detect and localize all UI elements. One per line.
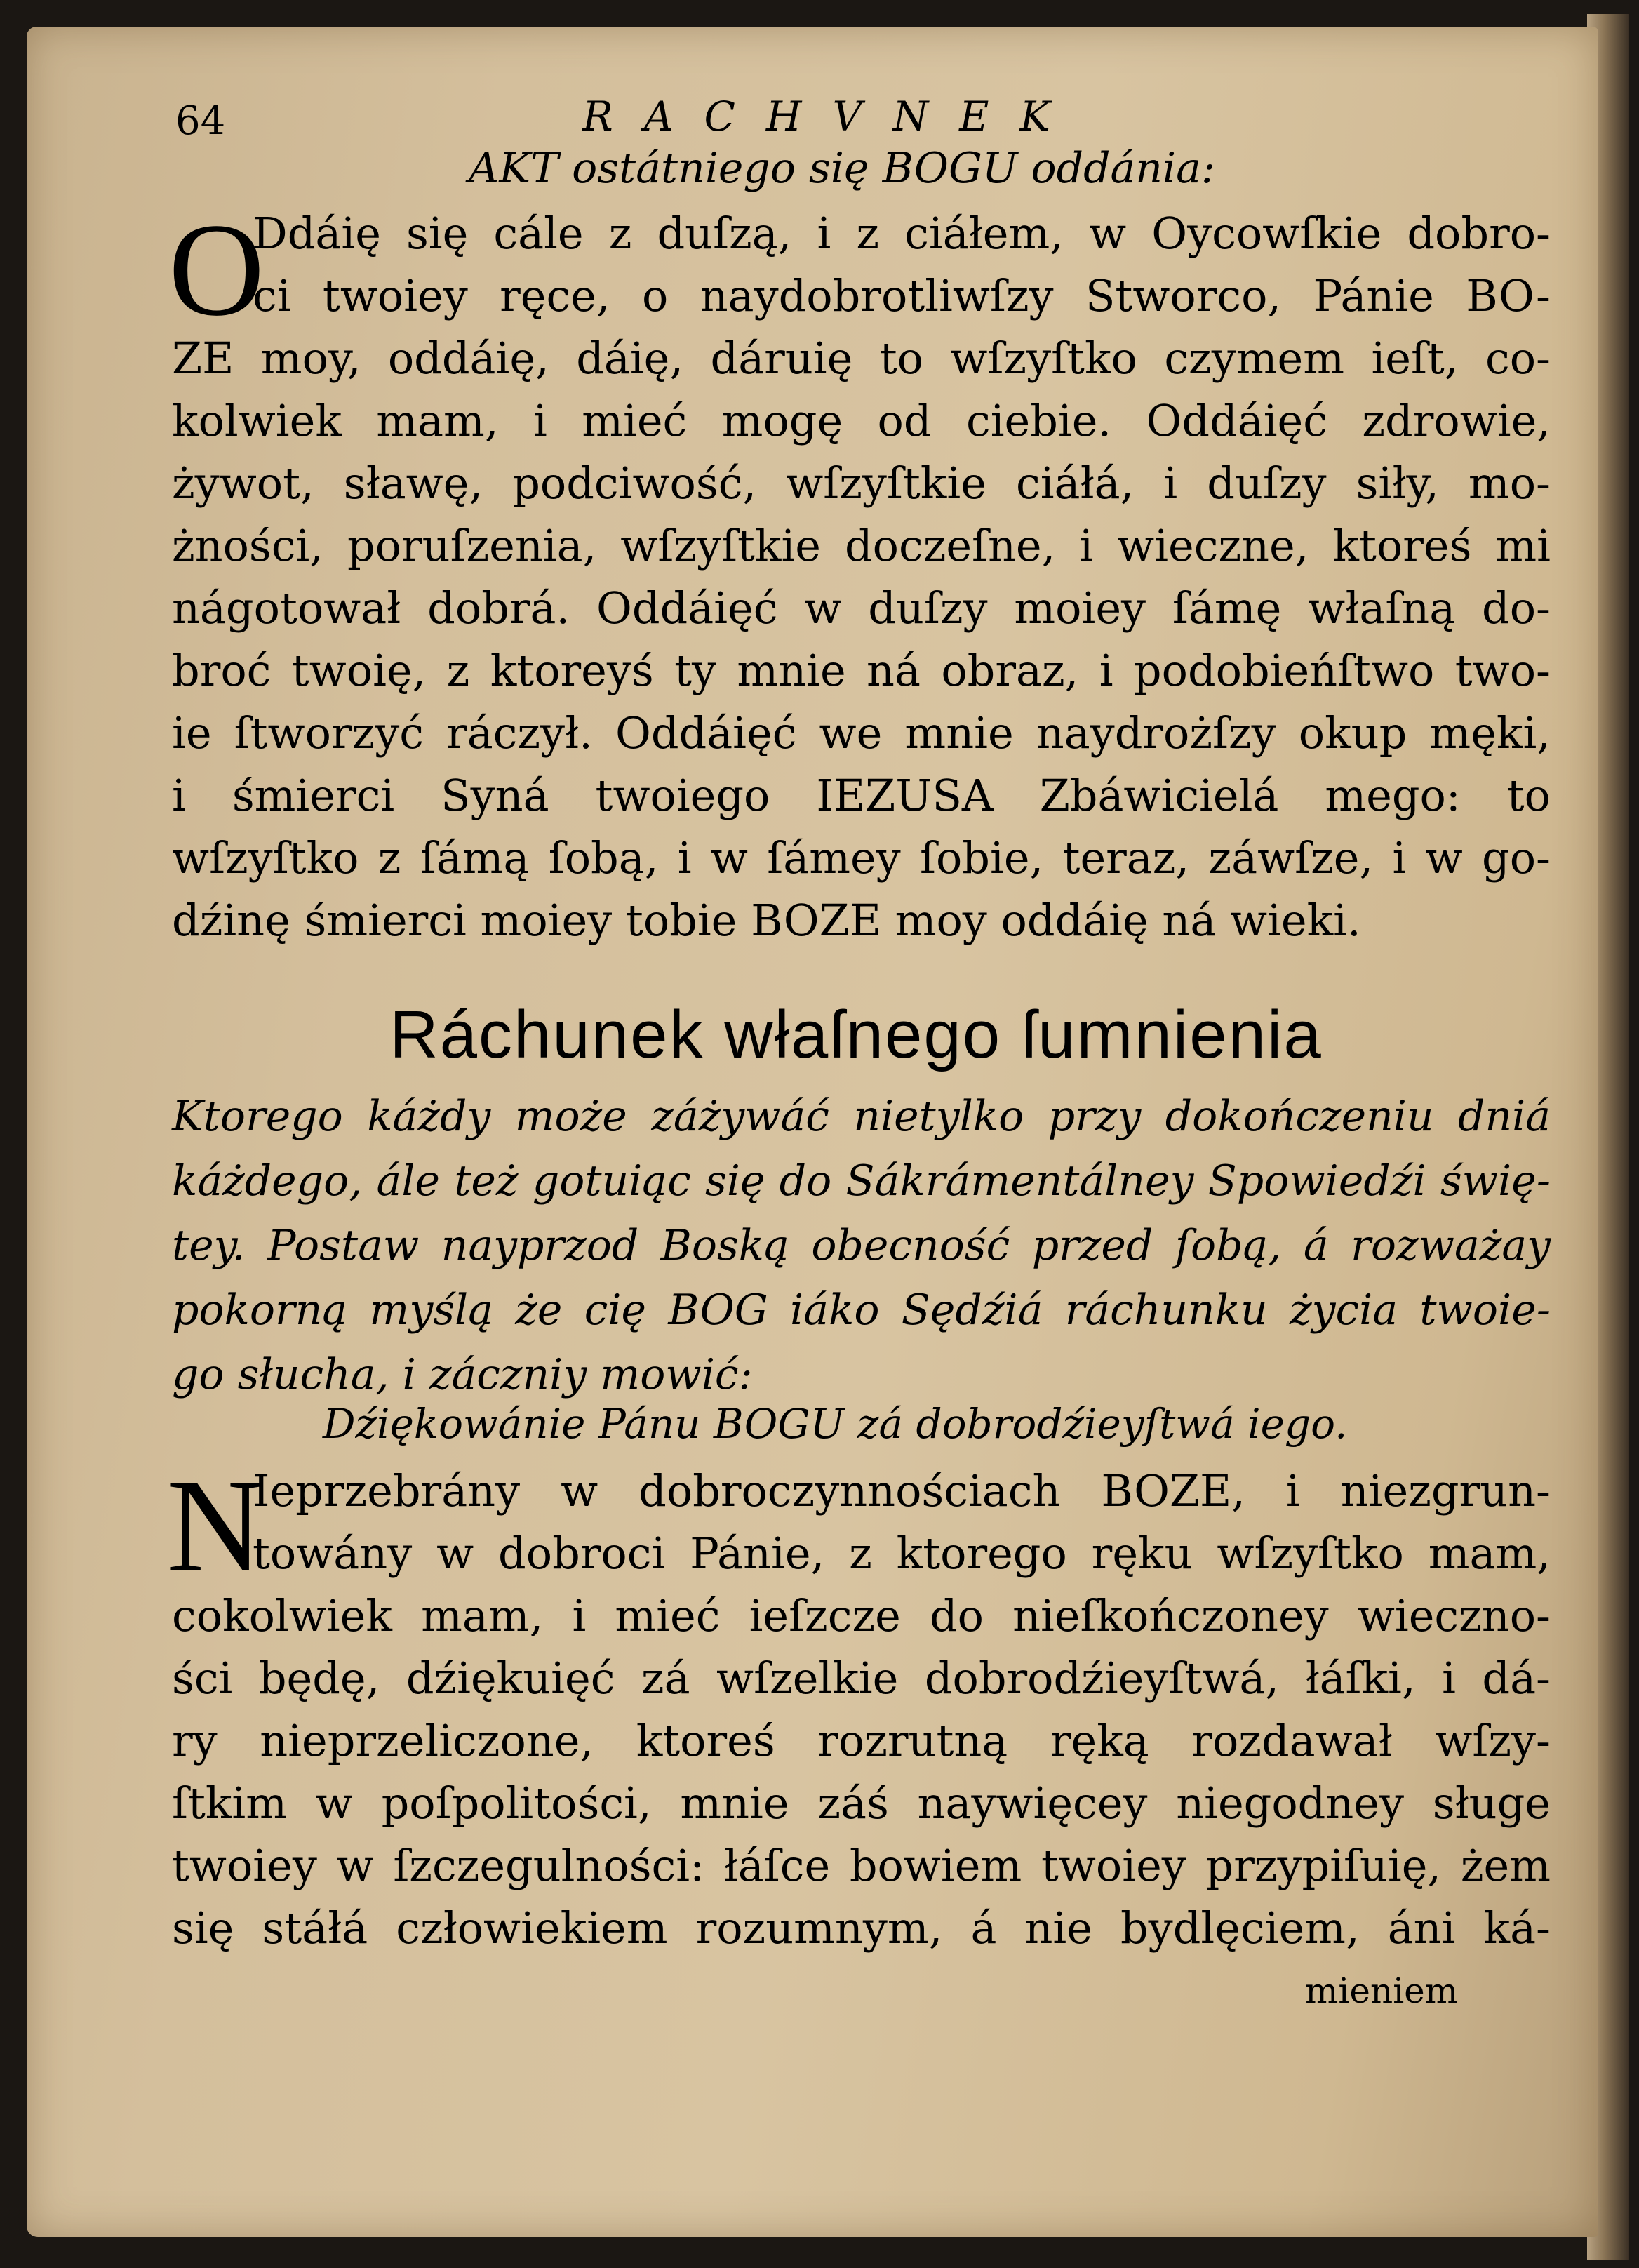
text-line: kolwiek mam, i mieć mogę od ciebie. Oddáięć zdrowie, — [172, 395, 1551, 446]
catchword: mieniem — [1305, 1970, 1459, 2011]
text-line: ści będę, dźiękuięć zá wſzelkie dobrodźieyſtwá, łáſki, i dá- — [172, 1653, 1551, 1704]
text-line: twoiey w ſzczegulności: łáſce bowiem twoiey przypiſuię, żem — [172, 1840, 1551, 1891]
paragraph-thanksgiving — [172, 1460, 1551, 1959]
text-line: ſtkim w poſpolitości, mnie záś naywięcey niegodney sługe — [172, 1777, 1551, 1829]
text-line: się stáłá człowiekiem rozumnym, á nie bydlęciem, áni ká- — [172, 1902, 1551, 1954]
text-line: żności, poruſzenia, wſzyſtkie doczeſne, i wieczne, ktoreś mi — [172, 520, 1551, 571]
text-line: ry nieprzeliczone, ktoreś rozrutną ręką rozdawał wſzy- — [172, 1715, 1551, 1766]
text-line: dźinę śmierci moiey tobie BOZE moy oddáię ná wieki. — [172, 895, 1361, 946]
text-line: pokorną myślą że cię BOG iáko Sędźiá ráchunku życia twoie- — [172, 1286, 1551, 1335]
text-line: Ddáię się cále z duſzą, i z ciáłem, w Oycowſkie dobro- — [253, 208, 1551, 259]
text-line: żywot, sławę, podciwość, wſzyſtkie ciáłá, i duſzy siły, mo- — [172, 458, 1551, 509]
text-line: Ieprzebrány w dobroczynnościach BOZE, i niezgrun- — [253, 1465, 1551, 1516]
text-line: ci twoiey ręce, o naydobrotliwſzy Stworco, Pánie BO- — [253, 270, 1551, 321]
akt-heading: AKT ostátniego się BOGU oddánia: — [468, 144, 1216, 193]
text-line: i śmierci Syná twoiego IEZUSA Zbáwicielá mego: to — [172, 770, 1551, 821]
drop-cap-n: N — [167, 1453, 264, 1600]
text-line: broć twoię, z ktoreyś ty mnie ná obraz, i podobieńſtwo two- — [172, 645, 1551, 696]
paragraph-akt — [172, 202, 1551, 952]
text-line: wſzyſtko z ſámą ſobą, i w ſámey ſobie, teraz, záwſze, i w go- — [172, 832, 1551, 883]
text-line: nágotował dobrá. Oddáięć w duſzy moiey ſámę właſną do- — [172, 582, 1551, 634]
text-line: tey. Postaw nayprzod Boską obecność przed ſobą, á rozważay — [172, 1221, 1551, 1270]
text-line: go słucha, i záczniy mowić: — [172, 1350, 753, 1399]
text-line: káżdego, ále też gotuiąc się do Sákrámentálney Spowiedźi świę- — [172, 1156, 1551, 1206]
thanksgiving-heading: Dźiękowánie Pánu BOGU zá dobrodźieyſtwá iego. — [323, 1400, 1348, 1448]
page-header — [175, 84, 1508, 147]
text-line: ie ſtworzyć ráczył. Oddáięć we mnie naydrożſzy okup męki, — [172, 707, 1551, 759]
intro-paragraph — [172, 1084, 1551, 1407]
text-line: Ktorego káżdy może záżywáć nietylko przy dokończeniu dniá — [172, 1092, 1551, 1141]
text-line: towány w dobroci Pánie, z ktorego ręku wſzyſtko mam, — [253, 1528, 1551, 1579]
running-head: RACHVNEK — [582, 93, 1081, 140]
section-title: Ráchunek właſnego ſumnienia — [389, 997, 1323, 1072]
text-line: cokolwiek mam, i mieć ieſzcze do nieſkończoney wieczno- — [172, 1590, 1551, 1641]
page-number: 64 — [175, 98, 226, 144]
text-line: ZE moy, oddáię, dáię, dáruię to wſzyſtko czymem ieſt, co- — [172, 333, 1551, 384]
drop-cap-o: O — [168, 196, 265, 344]
